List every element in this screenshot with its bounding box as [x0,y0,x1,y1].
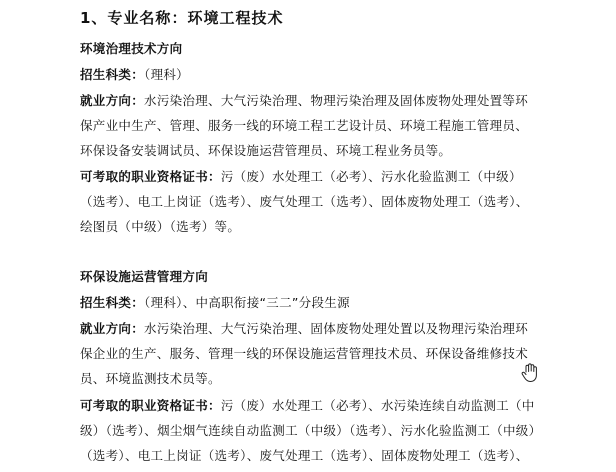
cert-text: 污（废）水处理工（必考）、水污染连续自动监测工（中 [220,398,535,413]
job-line-1-1 [80,92,528,110]
enroll-line-1 [80,66,189,84]
cert-line-1-1 [80,168,522,186]
cert-line-1-3: 绘图员（中级）（选考）等。 [80,219,241,234]
job-line-2-3: 员、环境监测技术员等。 [80,371,221,386]
cert-line-2-3: （选考）、电工上岗证（选考）、废气处理工（选考）、固体废物处理工（选考）、 [80,448,529,463]
hand-pointer-icon [519,362,541,384]
job-label: 就业方向： [80,93,145,108]
section-heading-2: 环保设施运营管理方向 [80,269,209,284]
job-line-1-2: 保产业中生产、管理、服务一线的环境工程工艺设计员、环境工程施工管理员、 [80,118,529,133]
job-line-2-1 [80,320,528,338]
cert-label: 可考取的职业资格证书： [80,398,221,413]
enroll-line-2 [80,294,350,312]
cert-line-2-2: 级）（选考）、烟尘烟气连续自动监测工（中级）（选考）、污水化验监测工（中级） [80,423,542,438]
job-label: 就业方向： [80,321,145,336]
enroll-label: 招生科类： [80,295,145,310]
cert-line-1-2: （选考）、电工上岗证（选考）、废气处理工（选考）、固体废物处理工（选考）、 [80,194,529,209]
enroll-value: （理科）、中高职衔接“三二”分段生源 [144,295,350,310]
job-text: 水污染治理、大气污染治理、物理污染治理及固体废物处理处置等环 [144,93,529,108]
cert-label: 可考取的职业资格证书： [80,169,221,184]
enroll-value: （理科） [144,67,189,82]
job-line-2-2: 保企业的生产、服务、管理一线的环保设施运营管理技术员、环保设备维修技术 [80,346,529,361]
cert-line-2-1 [80,397,535,415]
cert-text: 污（废）水处理工（必考）、污水化验监测工（中级） [220,169,522,184]
enroll-label: 招生科类： [80,67,145,82]
section-heading-1: 环境治理技术方向 [80,41,183,56]
page-title: 1、专业名称：环境工程技术 [80,9,284,27]
job-line-1-3: 环保设备安装调试员、环保设施运营管理员、环境工程业务员等。 [80,143,452,158]
job-text: 水污染治理、大气污染治理、固体废物处理处置以及物理污染治理环 [144,321,529,336]
